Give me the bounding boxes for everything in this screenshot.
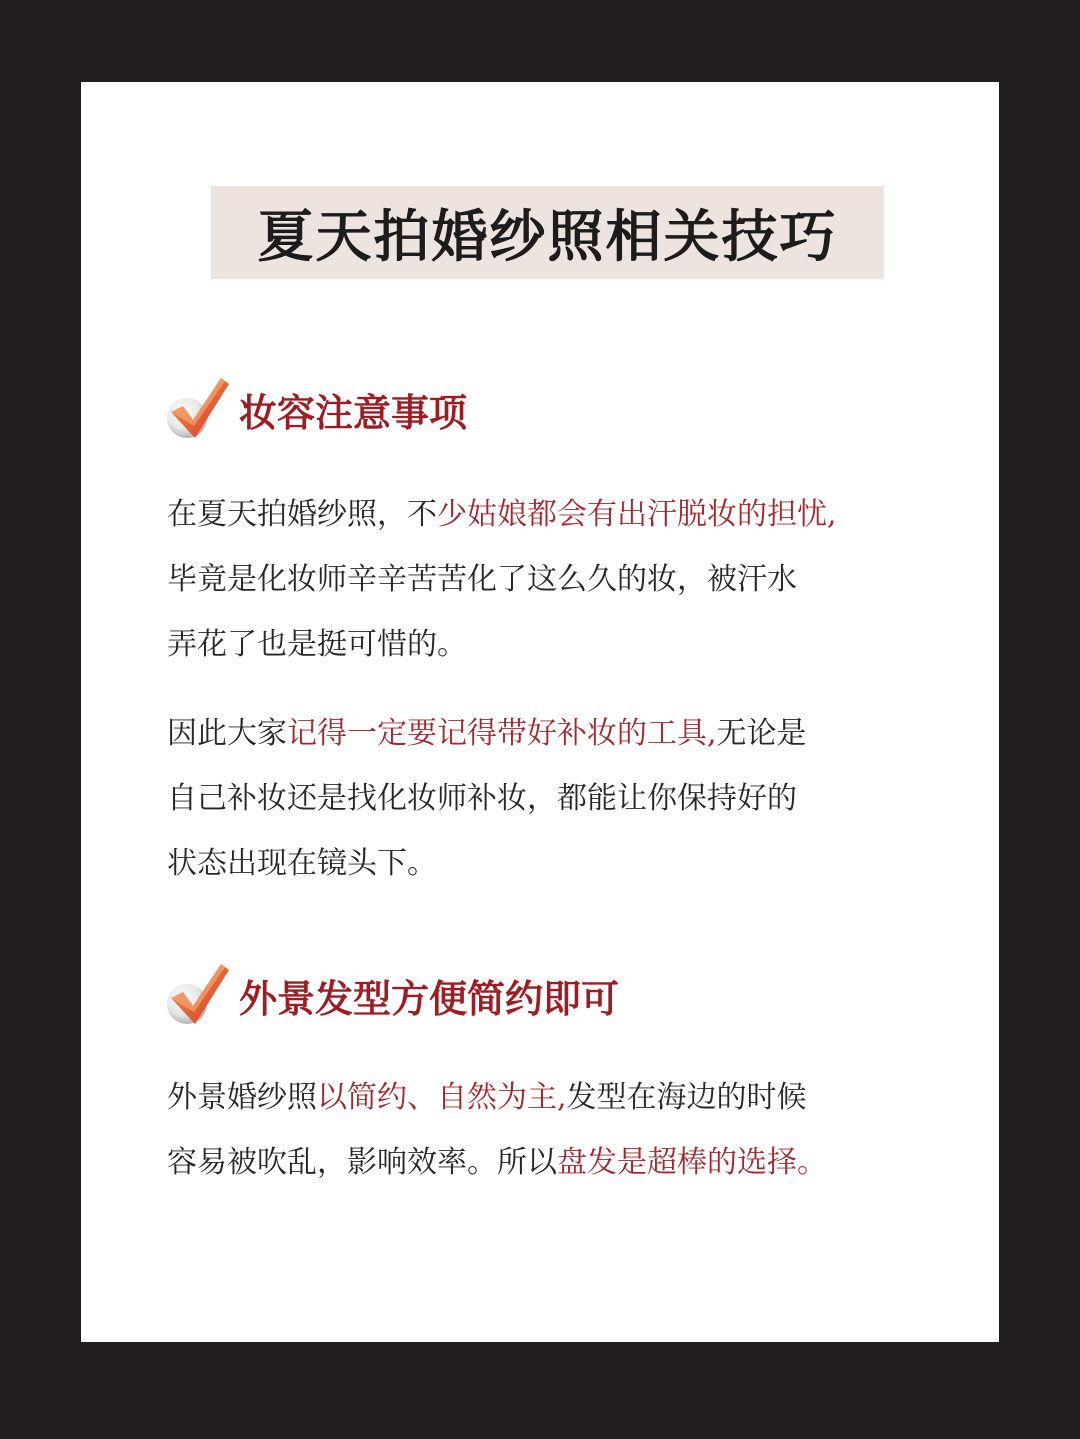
- content-card: [81, 82, 999, 1342]
- title-banner: [211, 186, 884, 279]
- paragraph: [167, 701, 947, 896]
- text-line: [167, 482, 947, 547]
- text-line: 毕竟是化妆师辛辛苦苦化了这么久的妆，被汗水: [167, 562, 797, 597]
- text-run: 发型在海边的时候: [566, 1080, 807, 1115]
- highlight-text: 少姑娘都会有出汗脱妆的担忧,: [437, 497, 837, 532]
- text-line: [167, 1065, 947, 1130]
- paragraph: [167, 482, 947, 677]
- text-run: 无论是: [716, 716, 807, 751]
- section-title: 外景发型方便简约即可: [239, 975, 620, 1021]
- highlight-text: 记得一定要记得带好补妆的工具,: [287, 716, 717, 751]
- page-title: 夏天拍婚纱照相关技巧: [257, 203, 838, 270]
- section-heading-makeup: [165, 374, 467, 444]
- highlight-text: 以简约、自然为主,: [317, 1080, 567, 1115]
- section-heading-hairstyle: [165, 960, 619, 1030]
- text-run: 因此大家: [167, 716, 287, 751]
- text-line: [167, 1130, 947, 1195]
- section-title: 妆容注意事项: [239, 389, 468, 435]
- highlight-text: 盘发是超棒的选择。: [557, 1145, 827, 1180]
- text-run: 容易被吹乱，影响效率。所以: [167, 1145, 557, 1180]
- checkmark-icon: [165, 374, 231, 444]
- text-line: [167, 701, 947, 766]
- checkmark-icon: [165, 960, 231, 1030]
- text-run: 外景婚纱照: [167, 1080, 317, 1115]
- text-line: 弄花了也是挺可惜的。: [167, 627, 467, 662]
- text-line: 状态出现在镜头下。: [167, 846, 437, 881]
- text-line: 自己补妆还是找化妆师补妆，都能让你保持好的: [167, 781, 797, 816]
- text-run: 在夏天拍婚纱照，不: [167, 497, 437, 532]
- paragraph: [167, 1065, 947, 1195]
